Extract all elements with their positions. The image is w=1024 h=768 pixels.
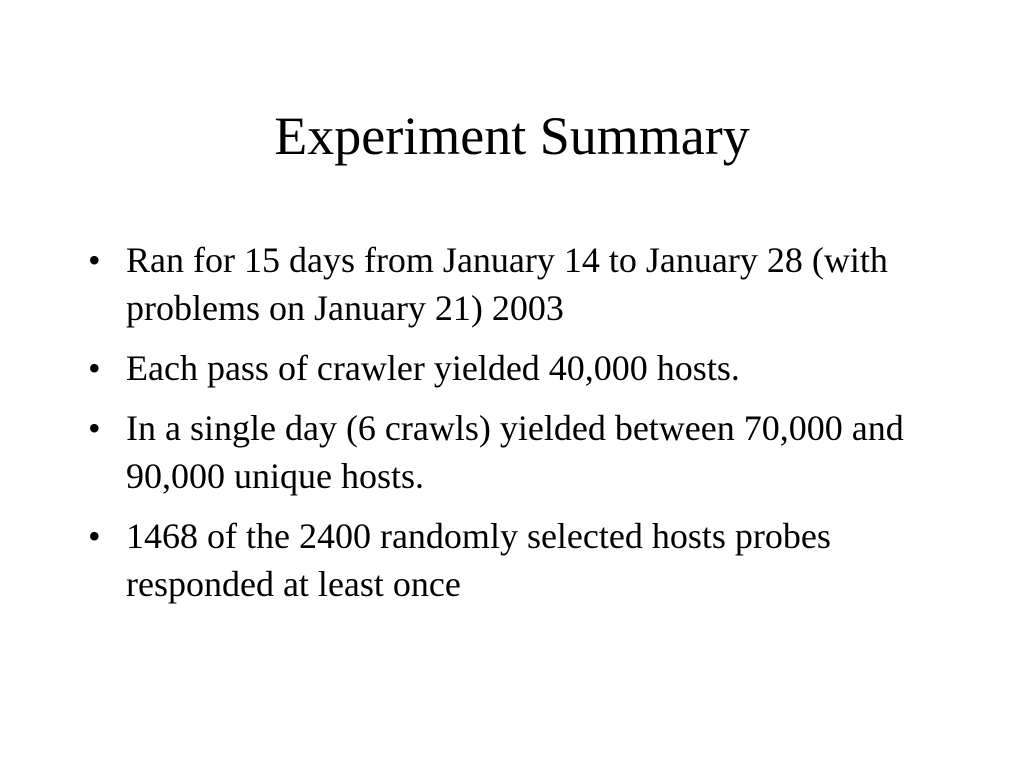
slide-title: Experiment Summary xyxy=(274,106,750,166)
bullet-text: Each pass of crawler yielded 40,000 hosts. xyxy=(126,348,740,388)
bullet-text: Ran for 15 days from January 14 to January 28 (with problems on January 21) 2003 xyxy=(126,240,888,328)
bullet-list xyxy=(88,236,948,620)
bullet-dot-icon: • xyxy=(88,240,101,280)
bullet-dot-icon: • xyxy=(88,348,101,388)
bullet-text: In a single day (6 crawls) yielded between 70,000 and 90,000 unique hosts. xyxy=(126,408,904,496)
bullet-item xyxy=(88,236,948,332)
bullet-dot-icon: • xyxy=(88,408,101,448)
bullet-item xyxy=(88,404,948,500)
bullet-text: 1468 of the 2400 randomly selected hosts probes responded at least once xyxy=(126,516,831,604)
bullet-item xyxy=(88,512,948,608)
bullet-dot-icon: • xyxy=(88,516,101,556)
bullet-item xyxy=(88,344,948,392)
